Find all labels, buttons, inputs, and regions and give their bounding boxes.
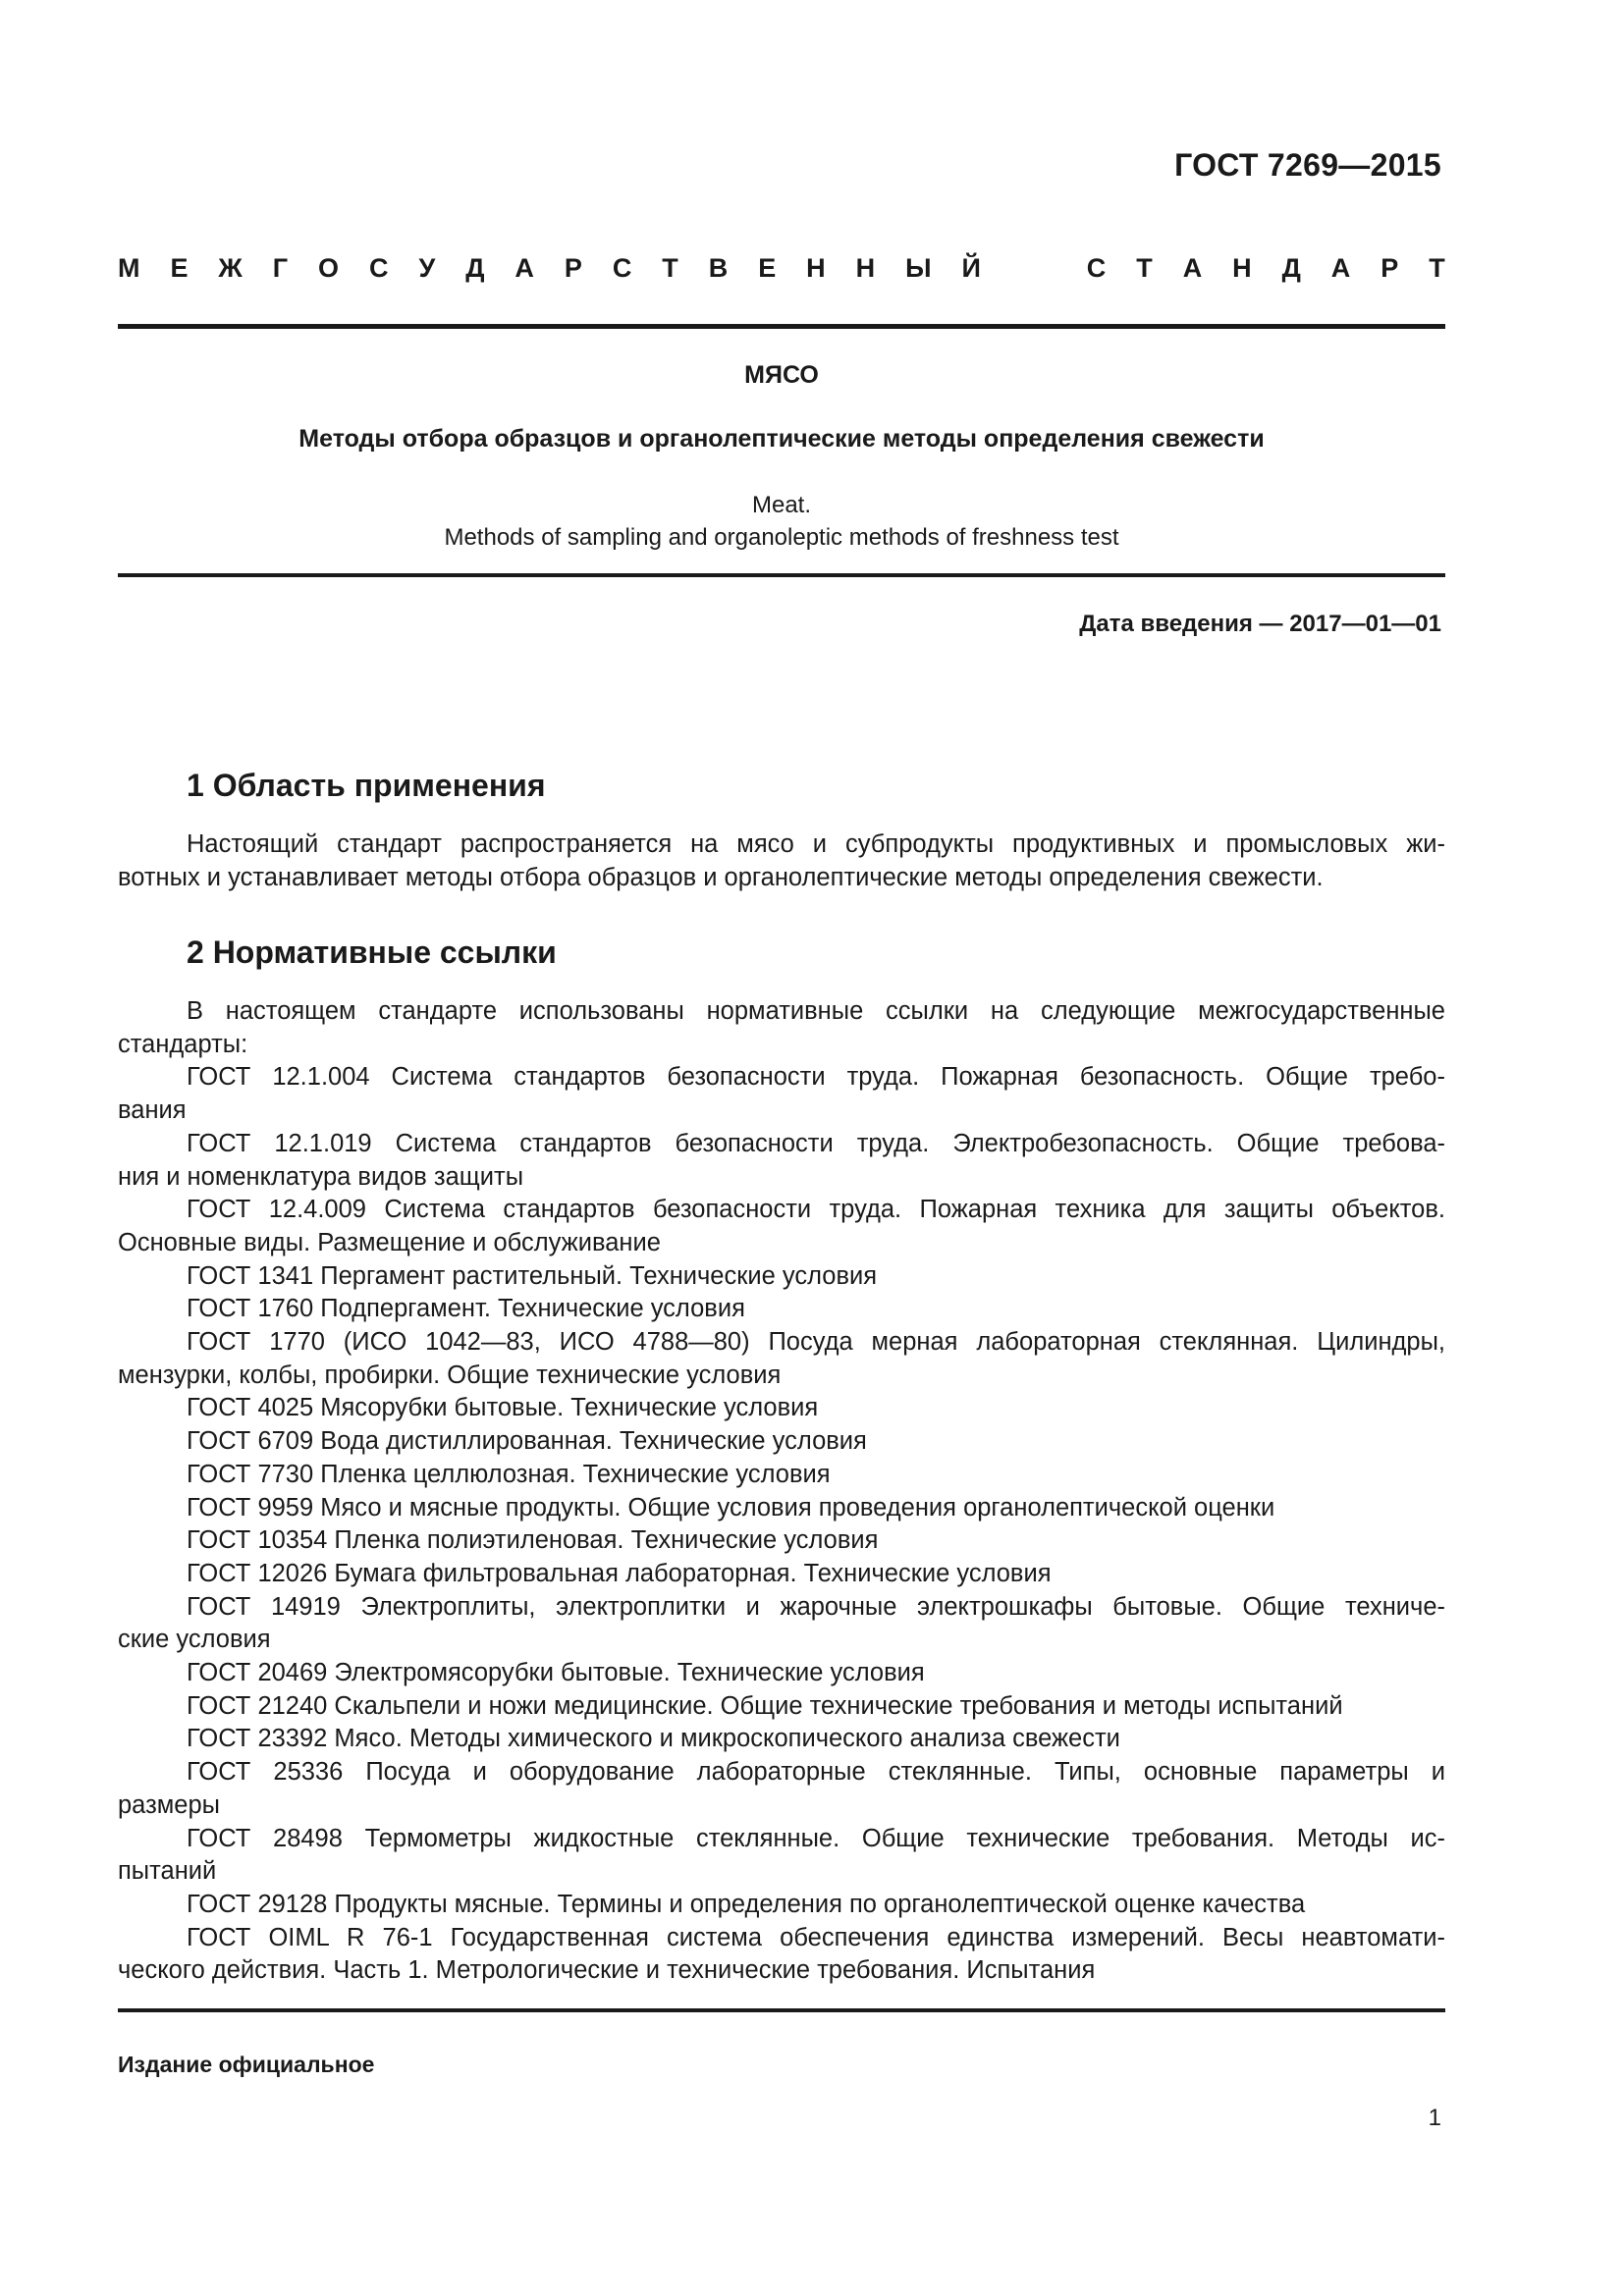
text-line: вотных и устанавливает методы отбора образцов и органолептические методы определения свежести. <box>118 863 1324 891</box>
banner-letter: У <box>418 253 436 283</box>
reference-line: ГОСТ 28498 Термометры жидкостные стеклянные. Общие технические требования. Методы ис- <box>187 1824 1445 1852</box>
reference-line: пытаний <box>118 1857 217 1886</box>
reference-line: ГОСТ 7730 Пленка целлюлозная. Технические условия <box>187 1460 831 1488</box>
banner-letter: Е <box>758 253 777 283</box>
reference-line: ские условия <box>118 1626 271 1654</box>
section-heading-normative-references: 2 Нормативные ссылки <box>187 934 557 970</box>
banner-letter: В <box>708 253 729 283</box>
banner-letter: Н <box>1232 253 1252 283</box>
reference-line: ГОСТ OIML R 76-1 Государственная система обеспечения единства измерений. Весы неавтомати- <box>187 1923 1445 1951</box>
banner-letter: Т <box>1429 253 1445 283</box>
english-title: Meat. <box>751 492 812 518</box>
section-heading-scope: 1 Область применения <box>187 768 546 803</box>
banner-letter: Т <box>662 253 678 283</box>
reference-line: ГОСТ 10354 Пленка полиэтиленовая. Технические условия <box>187 1526 879 1555</box>
page-number: 1 <box>1428 2105 1441 2131</box>
section-scope-text <box>118 828 1445 894</box>
reference-line: ГОСТ 1341 Пергамент растительный. Технические условия <box>187 1261 878 1290</box>
reference-line: ГОСТ 21240 Скальпели и ножи медицинские. Общие технические требования и методы испытаний <box>187 1691 1343 1720</box>
english-subtitle: Methods of sampling and organoleptic methods of freshness test <box>444 524 1119 551</box>
reference-line: ния и номенклатура видов защиты <box>118 1162 524 1191</box>
text-line: Настоящий стандарт распространяется на мясо и субпродукты продуктивных и промысловых жи- <box>187 830 1445 858</box>
document-code: ГОСТ 7269—2015 <box>1174 147 1441 183</box>
banner-letter: Ж <box>218 253 243 283</box>
reference-line: ГОСТ 1760 Подпергамент. Технические условия <box>187 1295 745 1323</box>
text-line: В настоящем стандарте использованы нормативные ссылки на следующие межгосударственные <box>187 997 1445 1025</box>
banner-letter: О <box>318 253 340 283</box>
reference-line: ГОСТ 12.4.009 Система стандартов безопасности труда. Пожарная техника для защиты объектов. <box>187 1196 1445 1224</box>
banner-letter: Р <box>1380 253 1399 283</box>
reference-line: ГОСТ 29128 Продукты мясные. Термины и определения по органолептической оценке качества <box>187 1890 1306 1918</box>
reference-line: ГОСТ 12026 Бумага фильтровальная лабораторная. Технические условия <box>187 1559 1052 1587</box>
banner-letter: Д <box>465 253 485 283</box>
banner-letter: А <box>1330 253 1351 283</box>
reference-line: ГОСТ 12.1.019 Система стандартов безопасности труда. Электробезопасность. Общие требова- <box>187 1129 1445 1157</box>
header-divider <box>118 324 1445 329</box>
normative-references-list <box>118 995 1445 1988</box>
reference-line: ГОСТ 23392 Мясо. Методы химического и микроскопического анализа свежести <box>187 1725 1120 1753</box>
reference-line: вания <box>118 1096 187 1125</box>
introduction-date: Дата введения — 2017—01—01 <box>1079 611 1441 637</box>
reference-line: ГОСТ 20469 Электромясорубки бытовые. Технические условия <box>187 1659 925 1687</box>
banner-letter: Н <box>855 253 876 283</box>
reference-line: мензурки, колбы, пробирки. Общие технические условия <box>118 1361 782 1389</box>
text-line: стандарты: <box>118 1030 248 1058</box>
banner-word-gap <box>1011 253 1056 284</box>
footer-divider <box>118 2008 1445 2012</box>
official-edition-label: Издание официальное <box>118 2052 375 2077</box>
standard-title: МЯСО <box>744 361 819 389</box>
banner-letter: А <box>1182 253 1203 283</box>
banner-letter: Ы <box>905 253 932 283</box>
banner-letter: С <box>1086 253 1107 283</box>
reference-line: ГОСТ 1770 (ИСО 1042—83, ИСО 4788—80) Посуда мерная лабораторная стеклянная. Цилиндры, <box>187 1328 1445 1357</box>
banner-letter: Р <box>564 253 582 283</box>
banner-letter: М <box>118 253 140 283</box>
banner-letter: С <box>369 253 389 283</box>
reference-line: ГОСТ 9959 Мясо и мясные продукты. Общие условия проведения органолептической оценки <box>187 1493 1275 1522</box>
banner-letter: Т <box>1136 253 1153 283</box>
reference-line: ГОСТ 4025 Мясорубки бытовые. Технические условия <box>187 1394 819 1422</box>
banner-letter: С <box>612 253 632 283</box>
reference-line: ГОСТ 6709 Вода дистиллированная. Технические условия <box>187 1427 867 1456</box>
reference-line: ГОСТ 14919 Электроплиты, электроплитки и жарочные электрошкафы бытовые. Общие техниче- <box>187 1592 1445 1621</box>
banner-letter: Н <box>806 253 826 283</box>
standard-subtitle: Методы отбора образцов и органолептические методы определения свежести <box>298 425 1265 453</box>
banner-letter: Й <box>961 253 981 283</box>
reference-line: Основные виды. Размещение и обслуживание <box>118 1228 661 1256</box>
reference-line: ческого действия. Часть 1. Метрологические и технические требования. Испытания <box>118 1956 1096 1985</box>
reference-line: размеры <box>118 1790 220 1819</box>
reference-line: ГОСТ 12.1.004 Система стандартов безопасности труда. Пожарная безопасность. Общие требо- <box>187 1063 1445 1092</box>
banner-letter: Г <box>272 253 289 283</box>
reference-line: ГОСТ 25336 Посуда и оборудование лабораторные стеклянные. Типы, основные параметры и <box>187 1758 1445 1787</box>
title-divider <box>118 573 1445 577</box>
banner-letter: А <box>514 253 534 283</box>
interstate-standard-banner <box>118 253 1445 284</box>
banner-letter: Е <box>170 253 189 283</box>
banner-letter: Д <box>1281 253 1301 283</box>
